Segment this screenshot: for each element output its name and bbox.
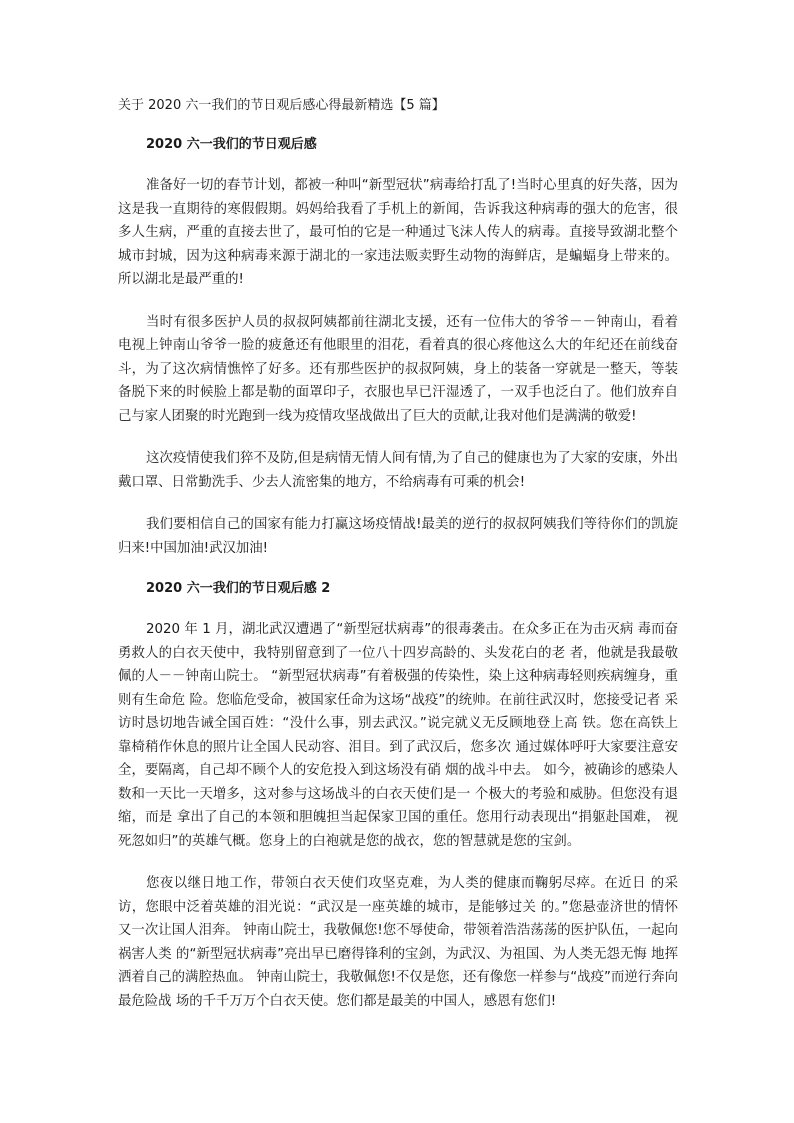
section-heading-1: 2020 六一我们的节日观后感 [146, 137, 317, 152]
paragraph: 2020 年 1 月，湖北武汉遭遇了“新型冠状病毒”的很毒袭击。在众多正在为击灭病 毒而奋勇救人的白衣天使中，我特别留意到了一位八十四岁高龄的、头发花白的老 者，他就是我最敬佩的人－－钟南山院士。 “新型冠状病毒”有着极强的传染性，染上这种病毒轻则疾病缠身，重则有生命危 险。您临危受命，被国家任命为这场“战疫”的统帅。在前往武汉时，您接受记者 采访时恳切地告诫全国百姓：“没什么事，别去武汉。”说完就义无反顾地登上高 铁。您在高铁上靠椅稍作休息的照片让全国人民动容、泪目。到了武汉后，您多次 通过媒体呼吁大家要注意安全，要隔离，自己却不顾个人的安危投入到这场没有硝 烟的战斗中去。 如今，被确诊的感染人数和一天比一天增多，这对参与这场战斗的白衣天使们是一 个极大的考验和威胁。但您没有退缩，而是 拿出了自己的本领和胆魄担当起保家卫国的重任。您用行动表现出“捐躯赴国难， 视死忽如归”的英雄气概。您身上的白袍就是您的战衣，您的智慧就是您的宝剑。 [118, 622, 678, 849]
document-page [118, 96, 678, 1032]
paragraph: 当时有很多医护人员的叔叔阿姨都前往湖北支援，还有一位伟大的爷爷－－钟南山，看着电视上钟南山爷爷一脸的疲惫还有他眼里的泪花，看着真的很心疼他这么大的年纪还在前线奋斗，为了这次病情憔悴了好多。还有那些医护的叔叔阿姨，身上的装备一穿就是一整天，等装备脱下来的时候脸上都是勒的面罩印子，衣服也早已汗湿透了，一双手也泛白了。他们放弃自己与家人团聚的时光跑到一线为疫情攻坚战做出了巨大的贡献,让我对他们是满满的敬爱! [118, 314, 678, 424]
document-title: 关于 2020 六一我们的节日观后感心得最新精选【5 篇】 [118, 98, 445, 113]
paragraph: 这次疫情使我们猝不及防,但是病情无情人间有情,为了自己的健康也为了大家的安康，外出戴口罩、日常勤洗手、少去人流密集的地方，不给病毒有可乘的机会! [118, 451, 678, 490]
paragraph: 我们要相信自己的国家有能力打赢这场疫情战!最美的逆行的叔叔阿姨我们等待你们的凯旋归来!中国加油!武汉加油! [118, 517, 678, 556]
paragraph: 您夜以继日地工作，带领白衣天使们攻坚克难，为人类的健康而鞠躬尽瘁。在近日 的采访，您眼中泛着英雄的泪光说：“武汉是一座英雄的城市，是能够过关 的。”您悬壶济世的情怀又一次让国人泪奔。 钟南山院士，我敬佩您!您不辱使命，带领着浩浩荡荡的医护队伍，一起向祸害人类 的“新型冠状病毒”亮出早已磨得锋利的宝剑，为武汉、为祖国、为人类无怨无悔 地挥洒着自己的满腔热血。 钟南山院士，我敬佩您!不仅是您，还有像您一样参与“战疫”而逆行奔向最危险战 场的千千万万个白衣天使。您们都是最美的中国人，感恩有您们! [118, 876, 678, 1009]
section-heading-2: 2020 六一我们的节日观后感 2 [146, 581, 331, 596]
paragraph: 准备好一切的春节计划，都被一种叫“新型冠状”病毒给打乱了!当时心里真的好失落，因为这是我一直期待的寒假假期。妈妈给我看了手机上的新闻，告诉我这种病毒的强大的危害，很多人生病，严重的直接去世了，最可怕的它是一种通过飞沫人传人的病毒。直接导致湖北整个城市封城，因为这种病毒来源于湖北的一家违法贩卖野生动物的海鲜店，是蝙蝠身上带来的。所以湖北是最严重的! [118, 178, 678, 287]
